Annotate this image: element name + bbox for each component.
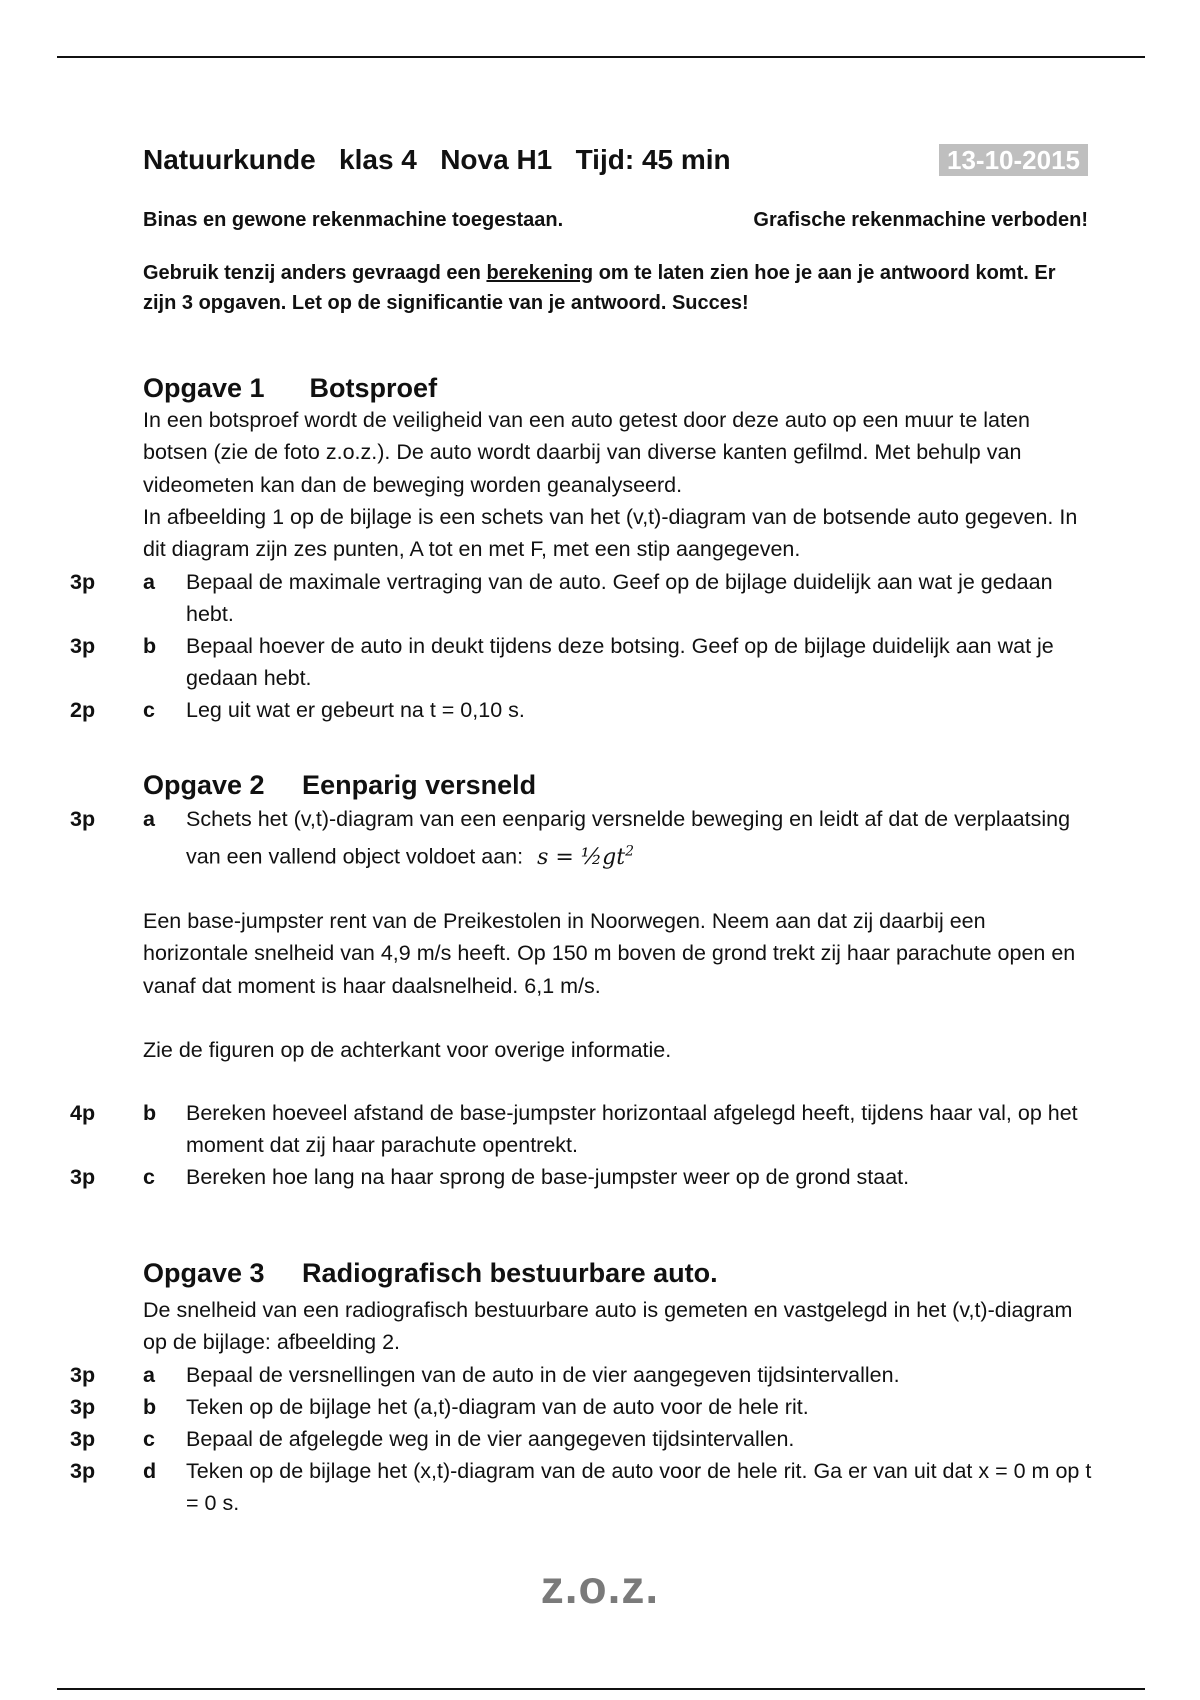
question-points: 4p (70, 1101, 96, 1125)
opgave1-question-b (70, 630, 1100, 695)
question-letter: b (143, 1101, 157, 1125)
question-letter: b (143, 634, 157, 658)
question-text: Leg uit wat er gebeurt na t = 0,10 s. (186, 698, 525, 722)
opgave2-title: Opgave 2 Eenparig versneld (143, 770, 537, 800)
opgave2-question-b (70, 1097, 1100, 1162)
opgave3-question-a (70, 1359, 1100, 1391)
question-letter: c (143, 1165, 155, 1189)
opgave1-intro: In een botsproef wordt de veiligheid van een auto getest door deze auto op een muur te laten botsen (zie de foto z.o.z.). De auto wordt daarbij van diverse kanten gefilmd. Met behulp van videometen kan dan de beweging worden geanalyseerd. (143, 408, 1030, 497)
question-points: 2p (70, 698, 96, 722)
formula-base: s = ½gt (537, 844, 626, 870)
instructions-text-2: om te laten zien hoe je aan je antwoord komt. Er zijn 3 opgaven. Let op de significantie van je antwoord. Succes! (143, 262, 1056, 314)
question-a-text: Schets het (v,t)-diagram van een eenparig versnelde beweging en leidt af dat de verplaatsing van een vallend object voldoet aan: (186, 807, 1071, 869)
question-letter: c (143, 698, 155, 722)
question-letter: b (143, 1395, 157, 1419)
question-letter: a (143, 570, 155, 594)
question-text: Bereken hoeveel afstand de base-jumpster horizontaal afgelegd heeft, tijdens haar val, op het moment dat zij haar parachute opentrekt. (186, 1101, 1078, 1158)
zoz-footer: z.o.z. (540, 1561, 660, 1613)
opgave3-question-c (70, 1423, 1100, 1455)
question-points: 3p (70, 570, 96, 594)
question-points: 3p (70, 807, 96, 831)
question-text: Teken op de bijlage het (x,t)-diagram van de auto voor de hele rit. Ga er van uit dat x = 0 m op t = 0 s. (186, 1459, 1092, 1516)
question-text: Bepaal de afgelegde weg in de vier aangegeven tijdsintervallen. (186, 1427, 795, 1451)
question-letter: d (143, 1459, 157, 1483)
instructions-tools (143, 205, 1088, 235)
bottom-rule (57, 1688, 1145, 1690)
opgave2-question-a (70, 803, 1100, 874)
opgave1-question-a (70, 566, 1100, 631)
question-text: Teken op de bijlage het (a,t)-diagram van de auto voor de hele rit. (186, 1395, 809, 1419)
exam-date-badge: 13-10-2015 (939, 144, 1088, 176)
opgave3-title: Opgave 3 Radiografisch bestuurbare auto. (143, 1258, 718, 1288)
question-letter: a (143, 807, 155, 831)
opgave2-intro: Een base-jumpster rent van de Preikestolen in Noorwegen. Neem aan dat zij daarbij een horizontale snelheid van 4,9 m/s heeft. Op 150 m boven de grond trekt zij haar parachute open en vanaf dat moment is haar daalsnelheid. 6,1 m/s. (143, 909, 1076, 998)
question-letter: c (143, 1427, 155, 1451)
top-rule (57, 56, 1145, 58)
exam-title: Natuurkunde klas 4 Nova H1 Tijd: 45 min (143, 144, 731, 175)
formula-exponent: 2 (625, 843, 634, 860)
question-points: 3p (70, 1427, 96, 1451)
opgave3-question-b (70, 1391, 1100, 1423)
opgave1-title: Opgave 1 Botsproef (143, 373, 438, 403)
opgave2-note: Zie de figuren op de achterkant voor overige informatie. (143, 1038, 672, 1062)
question-text: Bepaal hoever de auto in deukt tijdens deze botsing. Geef op de bijlage duidelijk aan wat je gedaan hebt. (186, 634, 1054, 691)
question-points: 3p (70, 1459, 96, 1483)
question-letter: a (143, 1363, 155, 1387)
instructions-text-1: Gebruik tenzij anders gevraagd een (143, 262, 487, 284)
instructions-general (143, 258, 1088, 318)
opgave3-intro: De snelheid van een radiografisch bestuurbare auto is gemeten en vastgelegd in het (v,t)-diagram op de bijlage: afbeelding 2. (143, 1298, 1073, 1355)
fall-formula (537, 845, 634, 870)
opgave1-question-c (70, 694, 1100, 726)
opgave1-intro2: In afbeelding 1 op de bijlage is een schets van het (v,t)-diagram van de botsende auto gegeven. In dit diagram zijn zes punten, A tot en met F, met een stip aangegeven. (143, 505, 1078, 562)
question-text: Bereken hoe lang na haar sprong de base-jumpster weer op de grond staat. (186, 1165, 910, 1189)
opgave2-question-c (70, 1161, 1100, 1193)
question-text: Bepaal de maximale vertraging van de auto. Geef op de bijlage duidelijk aan wat je gedaan hebt. (186, 570, 1053, 627)
instructions-allowed: Binas en gewone rekenmachine toegestaan. (143, 209, 564, 231)
question-points: 3p (70, 1395, 96, 1419)
question-text (186, 803, 1096, 874)
question-points: 3p (70, 1165, 96, 1189)
exam-header (143, 140, 1088, 180)
question-points: 3p (70, 634, 96, 658)
question-text: Bepaal de versnellingen van de auto in de vier aangegeven tijdsintervallen. (186, 1363, 900, 1387)
instructions-underlined: berekening (486, 262, 594, 284)
instructions-forbidden: Grafische rekenmachine verboden! (753, 209, 1088, 231)
question-points: 3p (70, 1363, 96, 1387)
opgave3-question-d (70, 1455, 1100, 1520)
